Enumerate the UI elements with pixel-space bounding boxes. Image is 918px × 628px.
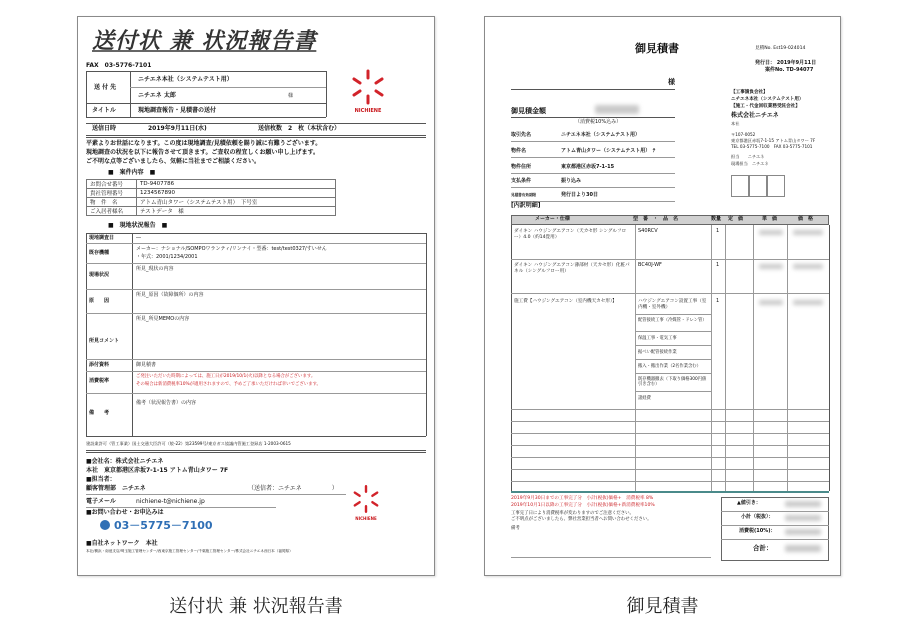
status-label: 添付資料 xyxy=(89,362,110,368)
note-2: ご不明点がございましたら、弊社営業担当者へお問い合わせください。 xyxy=(511,517,652,522)
contractor-staff-1: 担当 ニチエネ xyxy=(731,154,765,159)
to-honorific: 様 xyxy=(288,93,294,99)
info-label: 物件住所 xyxy=(511,164,532,170)
item-qty: 1 xyxy=(716,298,720,304)
phone-icon xyxy=(100,520,110,530)
contractor-address: 東京都港区赤坂7-1-15 アトム青山タワー 7F xyxy=(731,138,816,143)
case-value: TD-9407786 xyxy=(137,180,336,189)
info-label: 取引先名 xyxy=(511,132,532,138)
status-label: 既存機種 xyxy=(89,250,110,256)
stamp-box-1 xyxy=(731,175,749,197)
item-model: S40RCV xyxy=(638,228,658,234)
info-value: アトム青山タワー（システムテスト用） ﾃ xyxy=(561,148,656,154)
contractor-1: ニチエネ本社（システムテスト用） xyxy=(731,97,804,102)
logo-text: NICHIENE xyxy=(354,108,382,114)
work-item: 搬入・搬出作業（2名作業含む） xyxy=(638,364,701,369)
status-label: 原 因 xyxy=(89,298,110,304)
to-person: ニチエネ 太郎 xyxy=(138,92,176,99)
tax-note-red-1: 2019年9月30日までの工事完了分 小計(税抜)価格+ 消費税率 8% xyxy=(511,496,654,501)
contractor-company: 株式会社ニチエネ xyxy=(731,112,779,119)
work-item: 配管接続工事（冷媒管・ドレン管） xyxy=(638,318,707,323)
sum-tax-label: 消費税(10%)： xyxy=(739,528,776,534)
caption-quotation: 御見積書 xyxy=(626,596,699,617)
contact-label: ■お問い合わせ・お申込みは xyxy=(86,509,164,516)
sum-discount-label: ▲値引き： xyxy=(737,500,761,506)
status-value: 所見_現状の内容 xyxy=(136,266,174,272)
company-address: 本社 東京都港区赤坂7-1-15 アトム青山タワー 7F xyxy=(86,467,229,474)
sent-date-label: 送信日時 xyxy=(92,125,117,132)
info-value: 振り込み xyxy=(561,178,582,184)
quote-title: 御見積書 xyxy=(635,42,679,55)
col-unit-price: 単 価 xyxy=(762,216,778,222)
work-item: 既存機器撤去（下取り価格300円値引き含む） xyxy=(638,377,707,388)
cover-title: 送付状 兼 状況報告書 xyxy=(92,29,317,54)
col-price: 価 格 xyxy=(798,216,814,222)
item-qty: 1 xyxy=(716,228,720,234)
caption-cover-letter: 送付状 兼 状況報告書 xyxy=(169,596,343,617)
to-company: ニチエネ本社（システムテスト用） xyxy=(138,76,233,83)
stamp-box-3 xyxy=(767,175,785,197)
total-label: 御見積金額 xyxy=(511,107,546,115)
tax-note-red-2: 2019年10月1日以降の工事完了分 小計(税抜)価格+新消費税率10% xyxy=(511,503,655,508)
case-value: 1234567890 xyxy=(137,189,336,198)
work-item: 保温工事・電気工事 xyxy=(638,336,677,341)
network-list: 本社/横浜・南池支店/埼玉施工管理センター/西東京施工管理センター/千葉施工管理センター/株式会社ニチエネ西日本（福岡県） xyxy=(86,549,293,553)
status-value: メーカー：ナショナル/SOMPOワランティ/リンナイ・型番：test/test0327/すいせん xyxy=(136,246,327,252)
info-label: 見積書有効期限 xyxy=(511,193,537,197)
status-value: 御見積書 xyxy=(136,362,157,368)
item-maker: ダイキン ハウジングエアコン（天カセ形 シングルフロー）4.0（約14畳用） xyxy=(514,229,627,240)
sender: （送信者：ニチエネ ） xyxy=(248,485,338,492)
work-item: 諸経費 xyxy=(638,396,651,401)
info-label: 物件名 xyxy=(511,148,527,154)
contractor-head: 【工事請負会社】 xyxy=(731,90,768,95)
status-value: ― xyxy=(136,235,141,241)
item-model: BC40J-WF xyxy=(638,262,662,268)
status-label: 現場状況 xyxy=(89,272,110,278)
logo-text-small: NICHIENE xyxy=(355,516,377,521)
greeting-line-2: 現地調査の状況を以下に報告させて頂きます。ご査収の程宜しくお願い申し上げます。 xyxy=(86,149,320,156)
status-label: 所見コメント xyxy=(89,338,120,344)
work-item: 据べい配管接続作業 xyxy=(638,350,677,355)
company-name: ■会社名：株式会社ニチエネ xyxy=(86,458,164,465)
status-label: 消費税率 xyxy=(89,378,110,384)
tax-included: （消費税10%込み） xyxy=(575,119,622,125)
greeting-line-1: 平素よりお世話になります。この度は現地調査/見積依頼を賜り誠に有難うございます。 xyxy=(86,140,322,147)
contractor-staff-2: 現場担当 ニチエネ xyxy=(731,161,769,166)
license-info: 建設業許可（管工事業）国土交通大臣許可（般-22）第23599号/東京ガス協議内管施工登録店 1-2003-0615 xyxy=(86,441,291,446)
network-label: ■自社ネットワーク 本社 xyxy=(86,540,158,547)
case-value: アトム青山タワー（システムテスト用） 下号室 xyxy=(137,198,336,207)
client-honorific: 様 xyxy=(668,78,675,86)
info-value: 東京都港区赤坂7-1-15 xyxy=(561,164,615,170)
info-value: 発行日より30日 xyxy=(561,192,598,198)
col-model: 型 番 ・ 品 名 xyxy=(633,216,679,222)
greeting-line-3: ご不明な点等ございましたら、気軽に当社までご相談ください。 xyxy=(86,158,261,165)
case-label: お問合せ番号 xyxy=(87,180,137,189)
department: 顧客管理部 ニチエネ xyxy=(86,485,146,492)
status-value-2: ・年式：2001/1234/2001 xyxy=(136,254,198,260)
status-label: 現地調査日 xyxy=(89,235,115,241)
case-label: 物 件 名 xyxy=(87,198,137,207)
quotation-page xyxy=(484,16,841,576)
manager-label: ■担当者： xyxy=(86,476,116,483)
remarks-label: 備考 xyxy=(511,526,520,531)
case-label: ご入居者様名 xyxy=(87,207,137,216)
info-value: ニチエネ本社（システムテスト用） xyxy=(561,132,641,138)
subject-label: タイトル xyxy=(92,107,116,114)
status-section-title: ■ 現地状況報告 ■ xyxy=(108,222,168,229)
info-label: 支払条件 xyxy=(511,178,532,184)
sent-date: 2019年9月11日(水) xyxy=(148,125,207,132)
details-head: [内訳明細] xyxy=(511,202,541,209)
quote-number: 見積No. Est19-024014 xyxy=(755,46,806,51)
email-address[interactable]: nichiene-t@nichiene.jp xyxy=(136,498,205,505)
total-amount-redacted xyxy=(595,105,639,114)
nichiene-logo-icon xyxy=(348,67,388,107)
sheets-count: 送信枚数 2 枚（本状含む） xyxy=(258,125,341,132)
item-maker: 施工費【ハウジングエアコン（室内機天カセ形）】 xyxy=(514,299,617,304)
fax-number: FAX 03-5776-7101 xyxy=(86,62,152,69)
phone-number[interactable]: 03－5775－7100 xyxy=(114,519,213,532)
contractor-2: 【施工・代金回収業務受託会社】 xyxy=(731,104,800,109)
status-value: 備考（状況報告書）の内容 xyxy=(136,400,197,406)
status-value: 所見_原因（故障個所）の内容 xyxy=(136,292,204,298)
tax-note-1: ご発注いただいた時期によっては、施工日が2019/10/1(火)以降となる場合がございます。 xyxy=(136,374,316,379)
contractor-tel: TEL 03-5775-7100 FAX 03-5775-7101 xyxy=(731,144,813,149)
tax-note-2: その場合は新消費税率10%が適用されますので、予めご了承いただければ幸いでございます。 xyxy=(136,382,321,387)
case-table xyxy=(86,179,336,216)
sum-total-label: 合計： xyxy=(753,544,773,552)
case-label: 貴社管理番号 xyxy=(87,189,137,198)
subject-value: 現地調査報告・見積書の送付 xyxy=(138,107,217,114)
case-section-title: ■ 案件内容 ■ xyxy=(108,169,156,176)
item-model: ハウジングエアコン設置工事（室内機・室外機） xyxy=(638,299,707,310)
note-1: 工事完了日により消費税率が変わりますのでご注意ください。 xyxy=(511,511,634,516)
contractor-zip: 〒107-0052 xyxy=(731,132,756,137)
col-maker: メーカー・仕様 xyxy=(535,216,570,222)
nichiene-logo-small-icon xyxy=(350,483,382,515)
col-list-price: 定 価 xyxy=(728,216,744,222)
status-label: 備 考 xyxy=(89,410,110,416)
item-maker: ダイキン ハウジングエアコン薄部材（天カセ形）化粧パネル（シングルフロー用） xyxy=(514,263,630,274)
case-value: テストデータ 様 xyxy=(137,207,336,216)
issue-date: 発行日： 2019年9月11日 xyxy=(755,60,817,66)
email-label: 電子メール xyxy=(86,498,116,505)
case-number: 案件No. TD-94077 xyxy=(765,67,814,73)
status-value: 所見_所見MEMOの内容 xyxy=(136,316,190,322)
cover-letter-page xyxy=(77,16,435,576)
stamp-box-2 xyxy=(749,175,767,197)
item-qty: 1 xyxy=(716,262,720,268)
col-qty: 数量 xyxy=(711,216,722,222)
contractor-hq: 本社 xyxy=(731,121,740,126)
to-label: 送 付 先 xyxy=(94,84,117,91)
sum-subtotal-label: 小計（税抜）： xyxy=(741,514,774,520)
